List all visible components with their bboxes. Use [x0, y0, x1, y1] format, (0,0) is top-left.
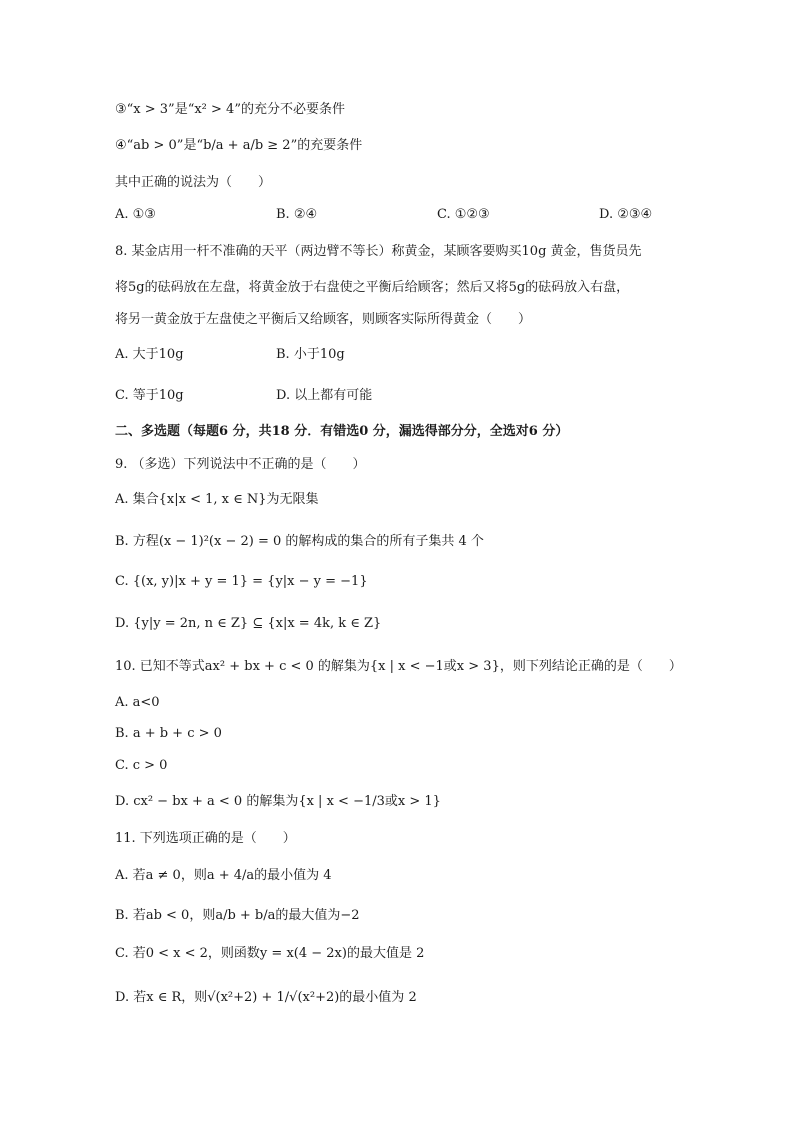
- q10-option-d: D. cx² − bx + a < 0 的解集为{x | x < −1/3或x > 1}: [115, 794, 441, 809]
- q11-option-d: D. 若x ∈ R，则√(x²+2) + 1/√(x²+2)的最小值为 2: [115, 990, 417, 1005]
- q7-option-d: D. ②③④: [599, 207, 653, 222]
- q10-option-c: C. c > 0: [115, 758, 168, 773]
- q9-option-b: B. 方程(x − 1)²(x − 2) = 0 的解构成的集合的所有子集共 4 个: [115, 534, 484, 549]
- q8-option-d: D. 以上都有可能: [276, 388, 373, 403]
- q7-stem: 其中正确的说法为（ ）: [115, 175, 272, 190]
- q11-stem: 11. 下列选项正确的是（ ）: [115, 831, 296, 846]
- q8-line3: 将另一黄金放于左盘使之平衡后又给顾客，则顾客实际所得黄金（ ）: [115, 312, 532, 327]
- q7-option-a: A. ①③: [115, 207, 156, 222]
- section-heading: 二、多选题（每题6 分，共18 分．有错选0 分，漏选得部分分，全选对6 分）: [115, 424, 569, 439]
- q9-option-d: D. {y|y = 2n, n ∈ Z} ⊆ {x|x = 4k, k ∈ Z}: [115, 616, 382, 631]
- q11-option-a: A. 若a ≠ 0，则a + 4/a的最小值为 4: [115, 868, 332, 883]
- q8-option-b: B. 小于10g: [276, 347, 345, 362]
- q9-option-c: C. {(x, y)|x + y = 1} = {y|x − y = −1}: [115, 574, 368, 589]
- q11-option-c: C. 若0 < x < 2，则函数y = x(4 − 2x)的最大值是 2: [115, 946, 425, 961]
- q7-item4: ④“ab > 0”是“b/a + a/b ≥ 2”的充要条件: [115, 138, 363, 153]
- q8-line1: 8. 某金店用一杆不准确的天平（两边臂不等长）称黄金，某顾客要购买10g 黄金，售货员先: [115, 244, 642, 259]
- q10-option-b: B. a + b + c > 0: [115, 726, 222, 741]
- q9-option-a: A. 集合{x|x < 1, x ∈ N}为无限集: [115, 492, 319, 507]
- q7-option-b: B. ②④: [276, 207, 318, 222]
- q10-option-a: A. a<0: [115, 695, 160, 710]
- q8-option-c: C. 等于10g: [115, 388, 184, 403]
- q11-option-b: B. 若ab < 0，则a/b + b/a的最大值为−2: [115, 908, 360, 923]
- q9-stem: 9. （多选）下列说法中不正确的是（ ）: [115, 457, 366, 472]
- q8-option-a: A. 大于10g: [115, 347, 184, 362]
- q8-line2: 将5g的砝码放在左盘，将黄金放于右盘使之平衡后给顾客；然后又将5g的砝码放入右盘，: [115, 280, 630, 295]
- q7-item3: ③“x > 3”是“x² > 4”的充分不必要条件: [115, 102, 345, 117]
- q7-option-c: C. ①②③: [437, 207, 490, 222]
- q10-stem: 10. 已知不等式ax² + bx + c < 0 的解集为{x | x < −1或x > 3}，则下列结论正确的是（ ）: [115, 659, 682, 674]
